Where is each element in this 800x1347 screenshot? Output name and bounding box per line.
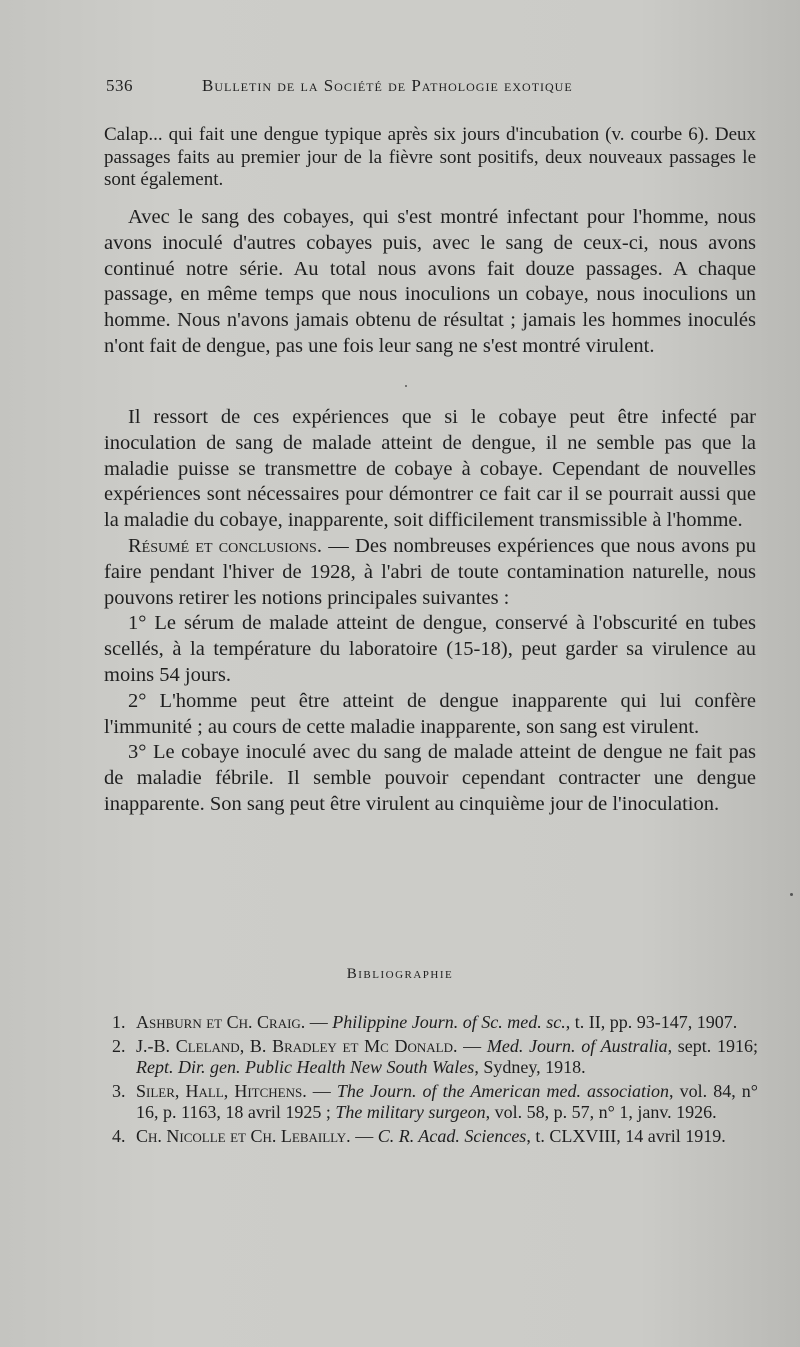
ref-authors: Ch. Nicolle et Ch. Lebailly. [136, 1125, 351, 1146]
conclusion-1: 1° Le sérum de malade atteint de dengue, conservé à l'obscurité en tubes scellés, à la température du laboratoire (15-18), peut garder sa virulence au moins 54 jours. [104, 612, 756, 686]
conclusions-heading: Résumé et conclusions. [128, 534, 322, 557]
ref-details-2: , vol. 58, p. 57, n° 1, janv. 1926. [485, 1102, 717, 1123]
ref-authors: J.-B. Cleland, B. Bradley et Mc Donald. [136, 1035, 458, 1056]
ref-number: 3. [112, 1080, 126, 1101]
ref-details: , vol. 84, n° 16, p. 1163, 18 avril 1925 ; [136, 1080, 758, 1123]
body-text [104, 405, 756, 818]
bibliography-heading: Bibliographie [346, 966, 454, 982]
ref-details: , t. II, pp. 93-147, 1907. [565, 1012, 738, 1032]
paragraph-2-text: Avec le sang des cobayes, qui s'est montré infectant pour l'homme, nous avons inoculé d'autres cobayes puis, avec le sang de ceux-ci, nous avons continué notre série. Au total nous avons fait douze passages. A chaque passage, en même temps que nous inoculions un cobaye, nous inoculions un homme. Nous n'avons jamais obtenu de résultat ; jamais les hommes inoculés n'ont fait de dengue, pas une fois leur sang ne s'est montré virulent. [104, 206, 756, 357]
ref-details-2: , Sydney, 1918. [474, 1057, 586, 1078]
ref-number: 4. [112, 1125, 126, 1146]
ref-title: Med. Journ. of Australia [486, 1035, 668, 1056]
running-title: Bulletin de la Société de Pathologie exotique [202, 76, 573, 95]
bibliography-entry [112, 1012, 758, 1034]
ref-separator: — [457, 1035, 487, 1056]
ref-title: Philippine Journ. of Sc. med. sc. [332, 1012, 566, 1032]
ref-separator: — [305, 1012, 333, 1032]
paper-speck [405, 385, 407, 387]
ref-title: The Journ. of the American med. association [336, 1080, 670, 1101]
paragraph-1-text: Calap... qui fait une dengue typique après six jours d'incubation (v. courbe 6). Deux passages faits au premier jour de la fièvre sont positifs, deux nouveaux passages le sont également. [104, 124, 756, 190]
ref-separator: — [350, 1125, 378, 1146]
conclusions-intro: — Des nombreuses expériences que nous avons pu faire pendant l'hiver de 1928, à l'abri de toute contamination naturelle, nous pouvons retirer les notions principales suivantes : [104, 534, 756, 609]
ref-number: 2. [112, 1035, 126, 1056]
conclusion-3: 3° Le cobaye inoculé avec du sang de malade atteint de dengue ne fait pas de maladie fébrile. Il semble pouvoir cependant contracter une dengue inapparente. Son sang peut être virulent au cinquième jour de l'inoculation. [104, 741, 756, 815]
paragraph-2 [104, 205, 756, 360]
bibliography-entry [112, 1036, 758, 1079]
conclusions-paragraph [104, 534, 756, 611]
conclusion-2: 2° L'homme peut être atteint de dengue inapparente qui lui confère l'immunité ; au cours de cette maladie inapparente, son sang est virulent. [104, 689, 756, 738]
ref-authors: Ashburn et Ch. Craig. [136, 1012, 306, 1032]
page-number: 536 [106, 76, 133, 95]
ref-separator: — [306, 1080, 337, 1101]
bibliography-entry [112, 1126, 758, 1148]
bibliography-list [112, 1012, 758, 1150]
ref-number: 1. [112, 1012, 126, 1032]
ref-title: C. R. Acad. Sciences [377, 1125, 527, 1146]
paragraph-1 [104, 124, 756, 192]
bibliography-entry [112, 1081, 758, 1124]
paper-speck [790, 893, 793, 896]
ref-title-2: Rept. Dir. gen. Public Health New South Wales [136, 1057, 475, 1078]
ref-details: , sept. 1916; [667, 1035, 758, 1056]
ref-authors: Siler, Hall, Hitchens. [136, 1080, 307, 1101]
ref-title-2: The military surgeon [335, 1102, 486, 1123]
paragraph-3-text: Il ressort de ces expériences que si le cobaye peut être infecté par inoculation de sang de malade atteint de dengue, il ne semble pas que la maladie puisse se transmettre de cobaye à cobaye. Cependant de nouvelles expériences sont nécessaires pour démontrer ce fait car il se pourrait aussi que la maladie du cobaye, inapparente, soit difficilement transmissible à l'homme. [104, 406, 756, 532]
ref-details: , t. CLXVIII, 14 avril 1919. [526, 1125, 726, 1146]
